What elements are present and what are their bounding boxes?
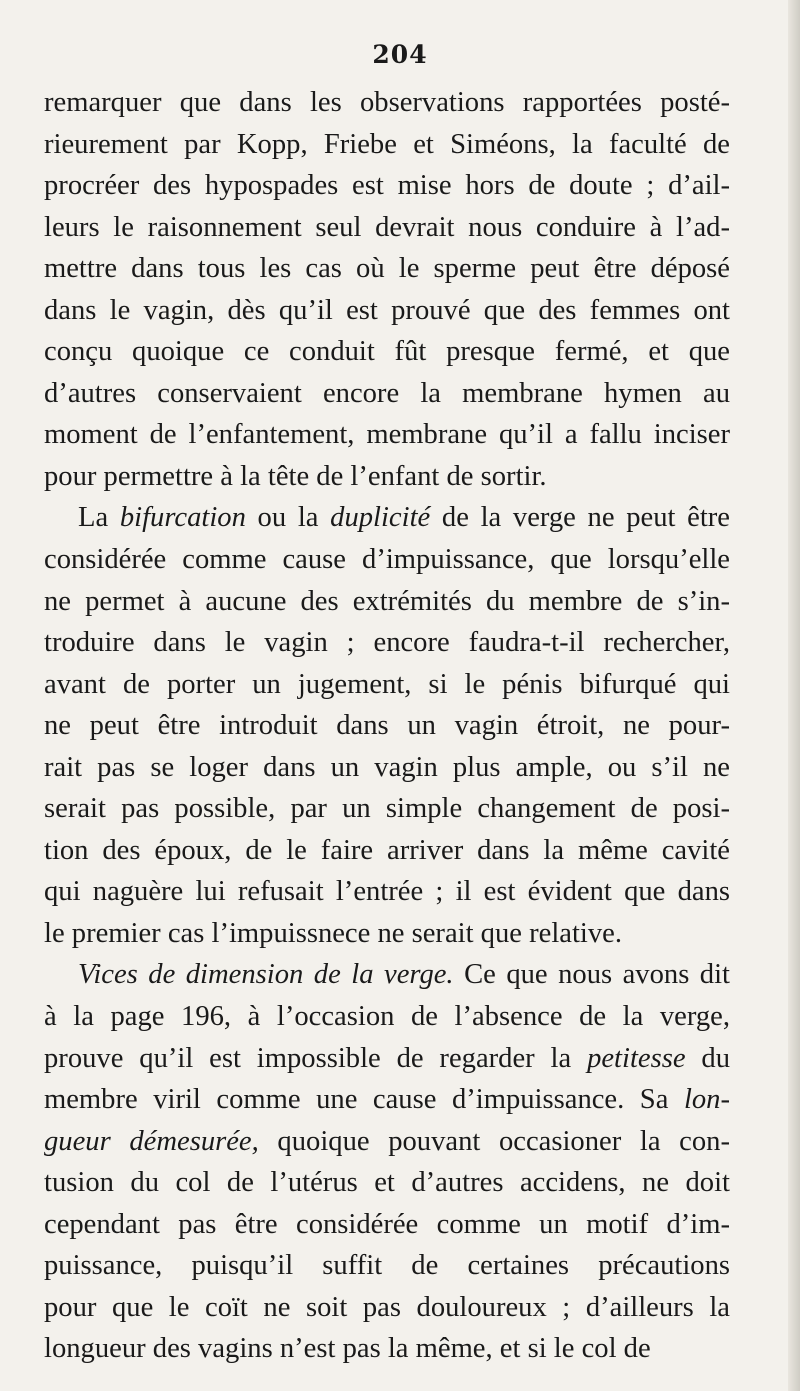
italic-text: lon- [683,1084,730,1116]
italic-text: bifurcation [119,502,246,534]
text-line [44,497,730,539]
text-run: prouve qu’il est impossible de regarder la [44,1042,588,1074]
text-line [44,248,730,290]
text-line [44,414,730,456]
text-line [44,290,730,332]
text-line [44,622,730,664]
text-line [44,1162,730,1204]
text-run: mettre dans tous les cas où le sperme peut être déposé [44,253,730,285]
text-run: rait pas se loger dans un vagin plus ample, ou s’il ne [44,751,730,783]
text-run: conçu quoique ce conduit fût presque fermé, et que [44,336,730,368]
text-line [44,747,730,789]
text-line [44,913,730,955]
text-line [44,1328,730,1370]
text-run: de la verge ne peut être [430,502,730,534]
text-line [44,705,730,747]
text-run: d’autres conservaient encore la membrane hymen au [44,377,730,409]
text-run: tusion du col de l’utérus et d’autres accidens, ne doit [44,1167,730,1199]
text-line [44,331,730,373]
text-line [44,373,730,415]
italic-text: duplicité [330,502,431,534]
page-number: 204 [372,40,428,69]
text-run: cependant pas être considérée comme un motif d’im- [44,1208,730,1240]
text-run: pour que le coït ne soit pas douloureux ; d’ailleurs la [44,1291,730,1323]
text-run: remarquer que dans les observations rapportées posté- [44,87,730,118]
text-run: membre viril comme une cause d’impuissance. Sa [44,1084,684,1116]
text-line [44,207,730,249]
text-run: puissance, puisqu’il suffit de certaines précautions [44,1250,730,1282]
text-run: moment de l’enfantement, membrane qu’il a fallu inciser [44,419,730,451]
text-run: qui naguère lui refusait l’entrée ; il est évident que dans [44,876,730,908]
text-line [44,664,730,706]
text-run: avant de porter un jugement, si le pénis bifurqué qui [44,668,730,700]
italic-text: petitesse [587,1042,686,1074]
text-line [44,1121,730,1163]
text-line [44,1079,730,1121]
text-run: leurs le raisonnement seul devrait nous conduire à l’ad- [44,211,730,243]
italic-text: Vices de dimension de la verge. [78,959,454,991]
text-run: dans le vagin, dès qu’il est prouvé que des femmes ont [44,294,730,326]
text-run: à la page 196, à l’occasion de l’absence de la verge, [44,1001,730,1033]
text-line [44,82,730,124]
text-run: du [685,1042,730,1074]
page-edge-shadow [788,0,800,1391]
text-line [44,1245,730,1287]
text-line [44,1287,730,1329]
italic-text: gueur démesurée, [44,1125,259,1157]
text-line [44,456,730,498]
text-line [44,954,730,996]
text-run: le premier cas l’impuissnece ne serait que relative. [44,917,622,949]
text-line [44,1204,730,1246]
text-run: ou la [245,502,331,534]
text-run: Ce que nous avons dit [453,959,730,991]
text-run: considérée comme cause d’impuissance, que lorsqu’elle [44,544,730,576]
text-line [44,581,730,623]
text-run: procréer des hypospades est mise hors de doute ; d’ail- [44,170,730,202]
text-run: serait pas possible, par un simple changement de posi- [44,793,730,825]
text-run: tion des époux, de le faire arriver dans la même cavité [44,834,730,866]
text-line [44,830,730,872]
text-run: quoique pouvant occasioner la con- [258,1125,730,1157]
text-line [44,1038,730,1080]
text-run: ne peut être introduit dans un vagin étroit, ne pour- [44,710,730,742]
text-run: rieurement par Kopp, Friebe et Siméons, la faculté de [44,128,730,160]
text-run: pour permettre à la tête de l’enfant de sortir. [44,460,547,492]
text-run: ne permet à aucune des extrémités du membre de s’in- [44,585,730,617]
body-text [44,82,730,1370]
text-line [44,539,730,581]
text-line [44,788,730,830]
text-line [44,871,730,913]
text-run: longueur des vagins n’est pas la même, et si le col de [44,1333,651,1365]
text-line [44,996,730,1038]
text-run: troduire dans le vagin ; encore faudra-t-il rechercher, [44,627,730,659]
text-line [44,124,730,166]
text-line [44,165,730,207]
text-run: La [78,502,120,534]
